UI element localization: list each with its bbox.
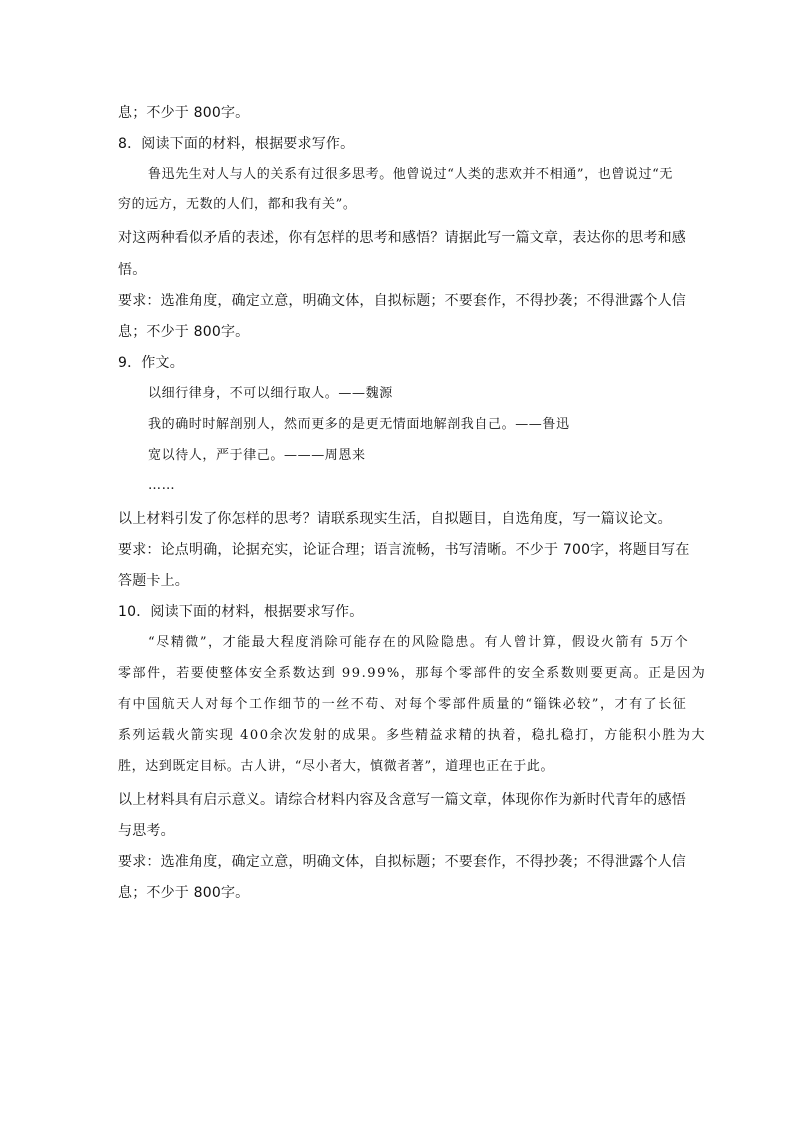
question-10-requirement-line-1: 要求：选准角度，确定立意，明确文体，自拟标题；不要套作，不得抄袭；不得泄露个人信 bbox=[118, 854, 686, 870]
question-9-quote-3: 宽以待人，严于律己。———周恩来 bbox=[148, 448, 366, 463]
question-8-material-line-1: 鲁迅先生对人与人的关系有过很多思考。他曾说过“人类的悲欢并不相通”，也曾说过“无 bbox=[148, 167, 673, 182]
question-10-material-line-5: 胜，达到既定目标。古人讲，“尽小者大，慎微者著”，道理也正在于此。 bbox=[118, 759, 555, 774]
question-8-title: 8．阅读下面的材料，根据要求写作。 bbox=[118, 136, 355, 152]
question-10-prompt-line-2: 与思考。 bbox=[118, 823, 175, 839]
question-10-material-line-4: 系列运载火箭实现 400余次发射的成果。多些精益求精的执着，稳扎稳打，方能积小胜为大 bbox=[118, 728, 707, 743]
q7-requirement-end: 息；不少于 800字。 bbox=[118, 105, 250, 121]
question-10-material-line-3: 有中国航天人对每个工作细节的一丝不苟、对每个零部件质量的“锱铢必较”，才有了长征 bbox=[118, 697, 688, 712]
question-9-quote-1: 以细行律身，不可以细行取人。——魏源 bbox=[148, 386, 393, 401]
question-9-title: 9．作文。 bbox=[118, 355, 184, 371]
question-10-requirement-line-2: 息；不少于 800字。 bbox=[118, 885, 250, 901]
question-8-prompt-line-1: 对这两种看似矛盾的表述，你有怎样的思考和感悟？请据此写一篇文章，表达你的思考和感 bbox=[118, 230, 686, 246]
question-8-material-line-2: 穷的远方，无数的人们，都和我有关”。 bbox=[118, 197, 357, 212]
question-9-requirement-line-2: 答题卡上。 bbox=[118, 573, 189, 589]
question-10-material-line-2: 零部件，若要使整体安全系数达到 99.99%，那每个零部件的安全系数则要更高。正是因为 bbox=[118, 666, 707, 681]
question-9-quote-2: 我的确时时解剖别人，然而更多的是更无情面地解剖我自己。——鲁迅 bbox=[148, 417, 570, 432]
question-8-prompt-line-2: 悟。 bbox=[118, 262, 147, 278]
question-9-requirement-line-1: 要求：论点明确，论据充实，论证合理；语言流畅，书写清晰。不少于 700字，将题目写在 bbox=[118, 542, 690, 558]
question-8-requirement-line-1: 要求：选准角度，确定立意，明确文体，自拟标题；不要套作，不得抄袭；不得泄露个人信 bbox=[118, 293, 686, 309]
question-9-ellipsis: …… bbox=[148, 478, 176, 493]
question-8-requirement-line-2: 息；不少于 800字。 bbox=[118, 324, 250, 340]
question-10-material-line-1: “尽精微”，才能最大程度消除可能存在的风险隐患。有人曾计算，假设火箭有 5万个 bbox=[148, 635, 690, 650]
question-10-title: 10．阅读下面的材料，根据要求写作。 bbox=[118, 604, 364, 620]
question-10-prompt-line-1: 以上材料具有启示意义。请综合材料内容及含意写一篇文章，体现你作为新时代青年的感悟 bbox=[118, 792, 686, 808]
question-9-prompt: 以上材料引发了你怎样的思考？请联系现实生活，自拟题目，自选角度，写一篇议论文。 bbox=[118, 511, 672, 527]
